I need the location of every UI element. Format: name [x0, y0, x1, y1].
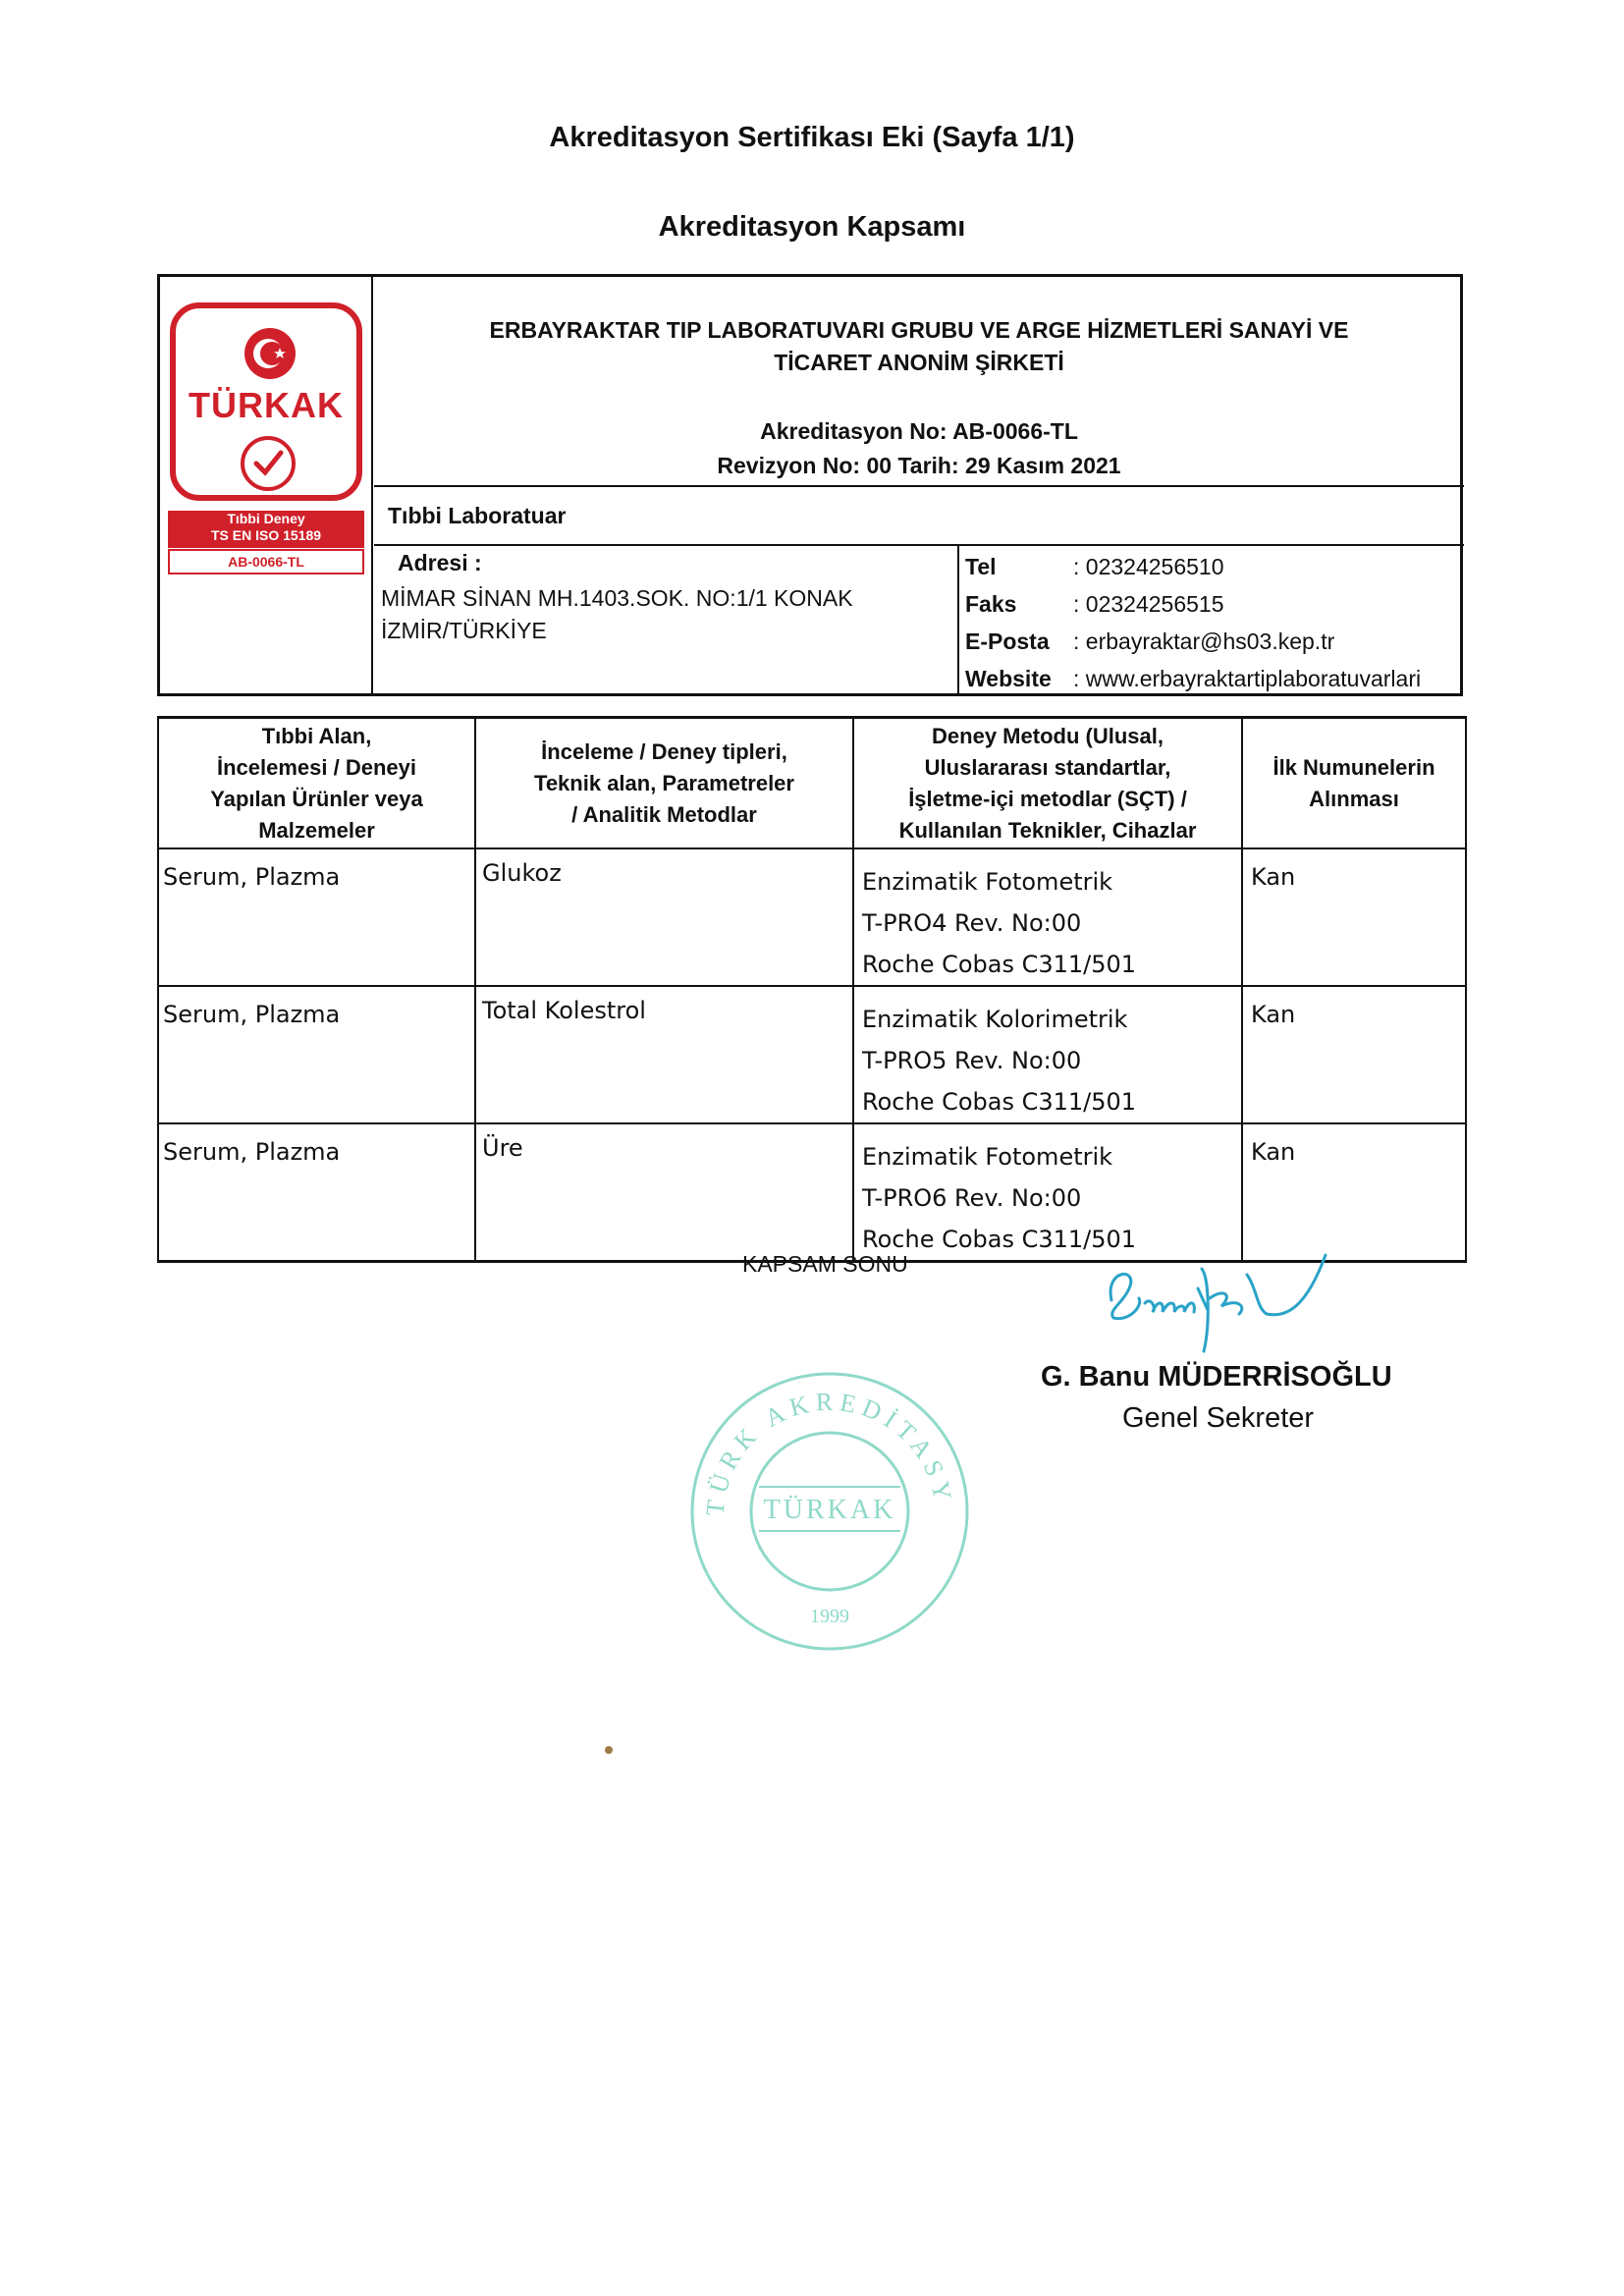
stamp-seal [682, 1369, 977, 1654]
cell-material [158, 986, 475, 1123]
address-label: Adresi : [398, 550, 482, 575]
address-line2: İZMİR/TÜRKİYE [381, 618, 547, 643]
cell-material [158, 848, 475, 986]
column-header-material [158, 718, 475, 849]
method-procedure: T-PRO5 Rev. No:00 [862, 1047, 1082, 1074]
column-header-parameter [475, 718, 853, 849]
accreditation-number: Akreditasyon No: AB-0066-TL [760, 418, 1078, 444]
cell-text: Serum, Plazma [163, 1138, 341, 1166]
website-label: Website [965, 666, 1052, 691]
tel-label: Tel [965, 554, 997, 579]
table-row [158, 848, 1466, 986]
turkak-logo [170, 302, 362, 501]
divider [957, 544, 959, 693]
method-technique: Enzimatik Kolorimetrik [862, 1006, 1128, 1033]
header-text: Tıbbi Alan, İncelemesi / Deneyi Yapılan Ürünler veya Malzemeler [210, 723, 423, 843]
method-procedure: T-PRO6 Rev. No:00 [862, 1184, 1082, 1212]
fax-value: : 02324256515 [1073, 591, 1224, 617]
accreditation-info [374, 414, 1464, 483]
checkmark-icon [241, 436, 296, 491]
seal-outer-text: TÜRK AKREDİTASY [700, 1387, 958, 1517]
cell-method [853, 1123, 1242, 1262]
scope-table [157, 716, 1467, 1263]
email-value: : erbayraktar@hs03.kep.tr [1073, 629, 1335, 654]
cell-text: Glukoz [482, 859, 562, 887]
divider [374, 544, 1464, 546]
cell-text: Kan [1251, 863, 1296, 891]
company-name [374, 314, 1464, 379]
divider [374, 485, 1464, 487]
column-header-method [853, 718, 1242, 849]
tel-value: : 02324256510 [1073, 554, 1224, 579]
method-technique: Enzimatik Fotometrik [862, 1143, 1113, 1171]
method-device: Roche Cobas C311/501 [862, 1226, 1137, 1253]
header-box [157, 274, 1463, 696]
cell-parameter [475, 1123, 853, 1262]
logo-band-line2: TS EN ISO 15189 [210, 527, 322, 543]
method-block [854, 849, 1241, 985]
header-text: İlk Numunelerin Alınması [1272, 754, 1435, 811]
table-header-row [158, 718, 1466, 849]
logo-band [168, 511, 364, 548]
logo-code: AB-0066-TL [168, 549, 364, 574]
company-line2: TİCARET ANONİM ŞİRKETİ [774, 350, 1064, 375]
cell-text: Kan [1251, 1138, 1296, 1166]
cell-sample [1242, 848, 1466, 986]
email-label: E-Posta [965, 629, 1050, 654]
signature-image [1100, 1249, 1335, 1357]
cell-text: Üre [482, 1134, 523, 1162]
column-header-sample [1242, 718, 1466, 849]
cell-parameter [475, 986, 853, 1123]
method-block [854, 987, 1241, 1122]
crescent-star-icon [244, 328, 296, 379]
seal-inner-text: TÜRKAK [763, 1495, 896, 1525]
page-title: Akreditasyon Sertifikası Eki (Sayfa 1/1) [549, 122, 1075, 153]
ink-spot [605, 1746, 613, 1754]
fax-label: Faks [965, 591, 1017, 617]
table-row [158, 1123, 1466, 1262]
cell-text: Total Kolestrol [482, 997, 646, 1024]
method-technique: Enzimatik Fotometrik [862, 868, 1113, 896]
header-text: Deney Metodu (Ulusal, Uluslararası standartlar, İşletme-içi metodlar (SÇT) / Kullanılan Teknikler, Cihazlar [898, 723, 1197, 843]
cell-text: Serum, Plazma [163, 863, 341, 891]
method-device: Roche Cobas C311/501 [862, 1088, 1137, 1116]
logo-band-line1: Tıbbi Deney [227, 511, 305, 526]
method-procedure: T-PRO4 Rev. No:00 [862, 909, 1082, 937]
logo-brand-text: TÜRKAK [189, 385, 344, 425]
header-text: İnceleme / Deney tipleri, Teknik alan, Parametreler / Analitik Metodlar [534, 738, 794, 827]
website-value: : www.erbayraktartiplaboratuvarlari [1073, 666, 1422, 691]
table-row [158, 986, 1466, 1123]
seal-year: 1999 [810, 1606, 849, 1627]
scope-end-text: KAPSAM SONU [742, 1251, 908, 1277]
cell-text: Kan [1251, 1001, 1296, 1028]
cell-sample [1242, 1123, 1466, 1262]
cell-method [853, 986, 1242, 1123]
cell-sample [1242, 986, 1466, 1123]
revision-info: Revizyon No: 00 Tarih: 29 Kasım 2021 [717, 453, 1121, 478]
method-device: Roche Cobas C311/501 [862, 951, 1137, 978]
address-line1: MİMAR SİNAN MH.1403.SOK. NO:1/1 KONAK [381, 585, 853, 611]
cell-material [158, 1123, 475, 1262]
signer-title: Genel Sekreter [1122, 1402, 1315, 1434]
cell-text: Serum, Plazma [163, 1001, 341, 1028]
signer-name: G. Banu MÜDERRİSOĞLU [1041, 1361, 1392, 1393]
page-subtitle: Akreditasyon Kapsamı [658, 211, 966, 243]
method-block [854, 1124, 1241, 1260]
cell-parameter [475, 848, 853, 986]
company-line1: ERBAYRAKTAR TIP LABORATUVARI GRUBU VE ARGE HİZMETLERİ SANAYİ VE [489, 317, 1349, 343]
lab-type: Tıbbi Laboratuar [388, 503, 567, 528]
cell-method [853, 848, 1242, 986]
logo-cell [160, 277, 373, 693]
